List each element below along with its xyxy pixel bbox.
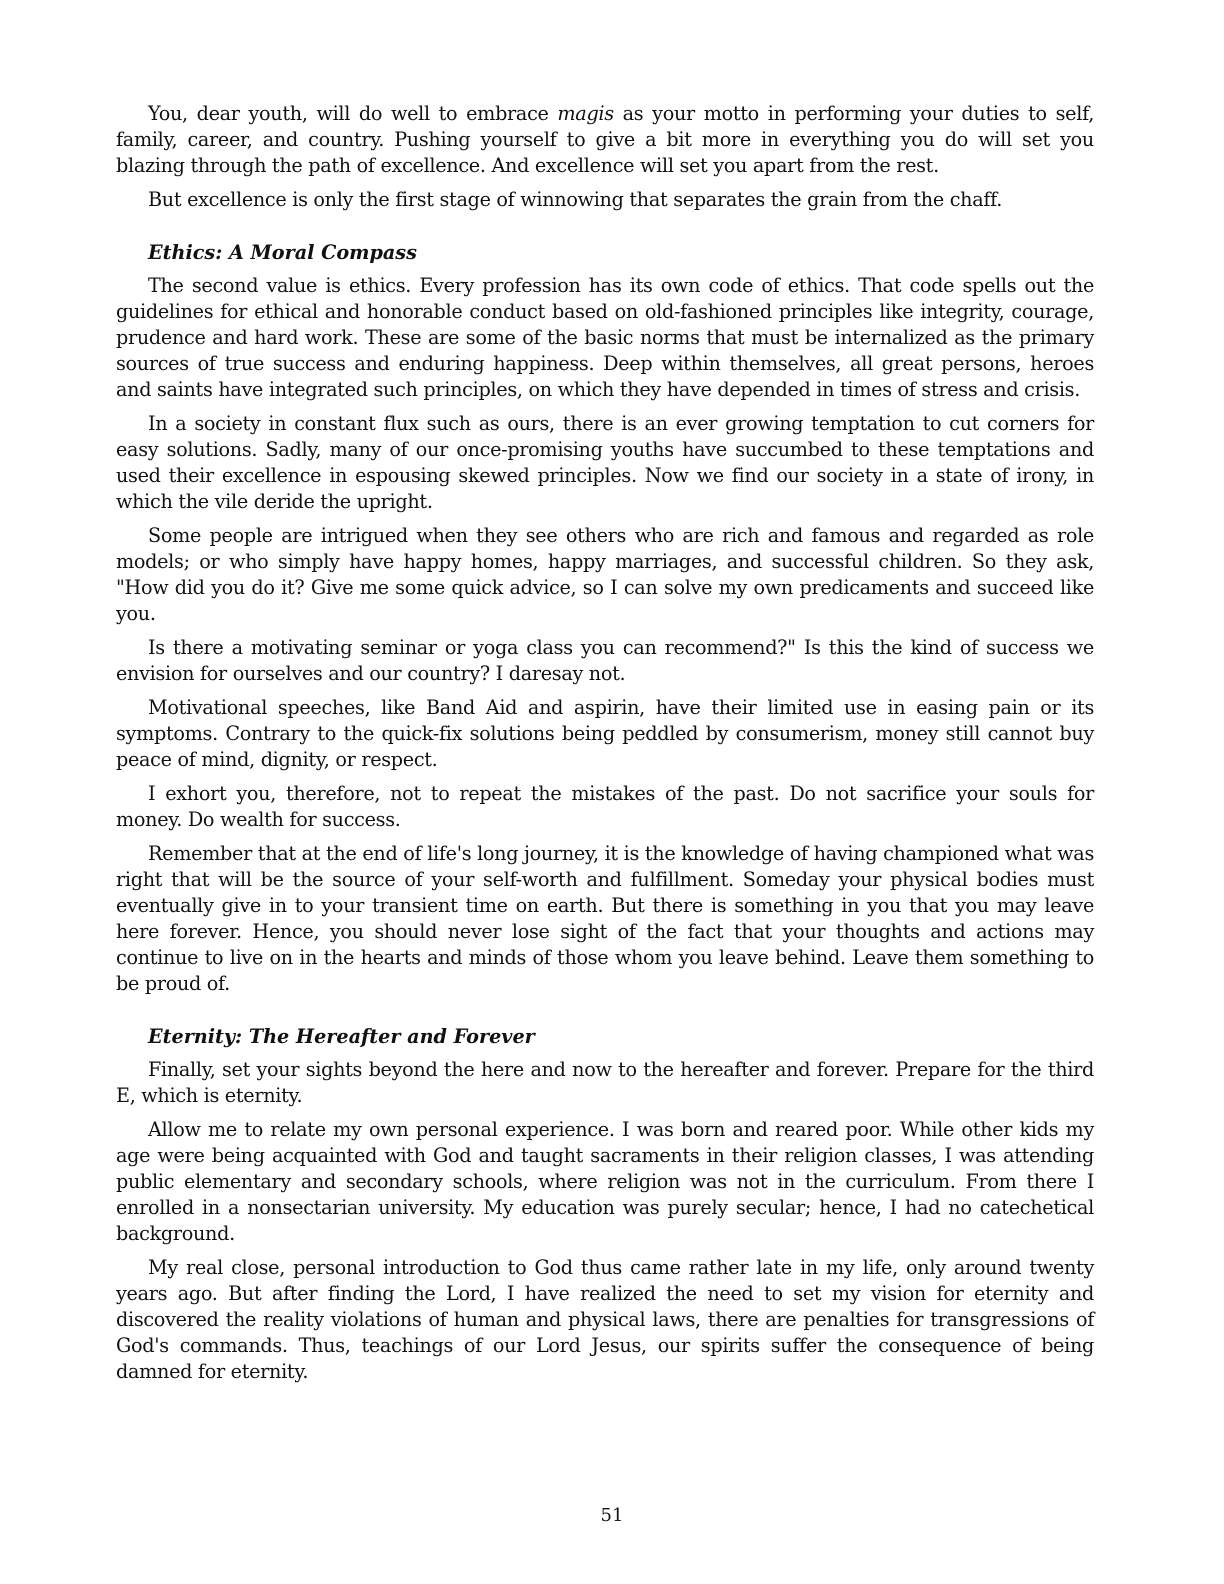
intro-paragraph-1 [116, 101, 1094, 179]
intro-paragraph-2: But excellence is only the first stage of winnowing that separates the grain from the chaff. [148, 188, 1003, 211]
eternity-paragraph-2: Allow me to relate my own personal experience. I was born and reared poor. While other kids my age were being acquainted with God and taught sacraments in their religion classes, I was attending public elementary and secondary schools, where religion was not in the curriculum. From there I enrolled in a nonsectarian university. My education was purely secular; hence, I had no catechetical background. [116, 1118, 1094, 1245]
ethics-paragraph-5: Motivational speeches, like Band Aid and aspirin, have their limited use in easing pain or its symptoms. Contrary to the quick-fix solutions being peddled by consumerism, money still cannot buy peace of mind, dignity, or respect. [116, 696, 1094, 771]
intro-text-after: as your motto in performing your duties to self, family, career, and country. Pushing yourself to give a bit more in everything you do will set you blazing through the path of excellence. And excellence will set you apart from the rest. [116, 102, 1094, 177]
page-number: 51 [600, 1505, 624, 1526]
eternity-paragraph-3: My real close, personal introduction to God thus came rather late in my life, only around twenty years ago. But after finding the Lord, I have realized the need to set my vision for eternity and discovered the reality violations of human and physical laws, there are penalties for transgressions of God's commands. Thus, teachings of our Lord Jesus, our spirits suffer the consequence of being damned for eternity. [116, 1256, 1094, 1383]
eternity-paragraph-1: Finally, set your sights beyond the here and now to the hereafter and forever. Prepare for the third E, which is eternity. [116, 1058, 1094, 1107]
ethics-paragraph-7: Remember that at the end of life's long journey, it is the knowledge of having championed what was right that will be the source of your self-worth and fulfillment. Someday your physical bodies must eventually give in to your transient time on earth. But there is something in you that you may leave here forever. Hence, you should never lose sight of the fact that your thoughts and actions may continue to live on in the hearts and minds of those whom you leave behind. Leave them something to be proud of. [116, 842, 1094, 995]
page-body [116, 101, 1094, 1393]
section-heading-eternity: Eternity: The Hereafter and Forever [148, 1025, 535, 1048]
ethics-paragraph-1: The second value is ethics. Every profession has its own code of ethics. That code spells out the guidelines for ethical and honorable conduct based on old-fashioned principles like integrity, courage, prudence and hard work. These are some of the basic norms that must be internalized as the primary sources of true success and enduring happiness. Deep within themselves, all great persons, heroes and saints have integrated such principles, on which they have depended in times of stress and crisis. [116, 274, 1094, 401]
section-heading-ethics: Ethics: A Moral Compass [148, 241, 417, 264]
intro-text-before: You, dear youth, will do well to embrace [148, 102, 558, 125]
ethics-paragraph-4: Is there a motivating seminar or yoga class you can recommend?" Is this the kind of success we envision for ourselves and our country? I daresay not. [116, 636, 1094, 685]
ethics-paragraph-6: I exhort you, therefore, not to repeat the mistakes of the past. Do not sacrifice your souls for money. Do wealth for success. [116, 782, 1094, 831]
ethics-paragraph-2: In a society in constant flux such as ours, there is an ever growing temptation to cut corners for easy solutions. Sadly, many of our once-promising youths have succumbed to these temptations and used their excellence in espousing skewed principles. Now we find our society in a state of irony, in which the vile deride the upright. [116, 412, 1094, 513]
ethics-paragraph-3: Some people are intrigued when they see others who are rich and famous and regarded as role models; or who simply have happy homes, happy marriages, and successful children. So they ask, "How did you do it? Give me some quick advice, so I can solve my own predicaments and succeed like you. [116, 524, 1094, 625]
magis-italic: magis [557, 102, 614, 125]
